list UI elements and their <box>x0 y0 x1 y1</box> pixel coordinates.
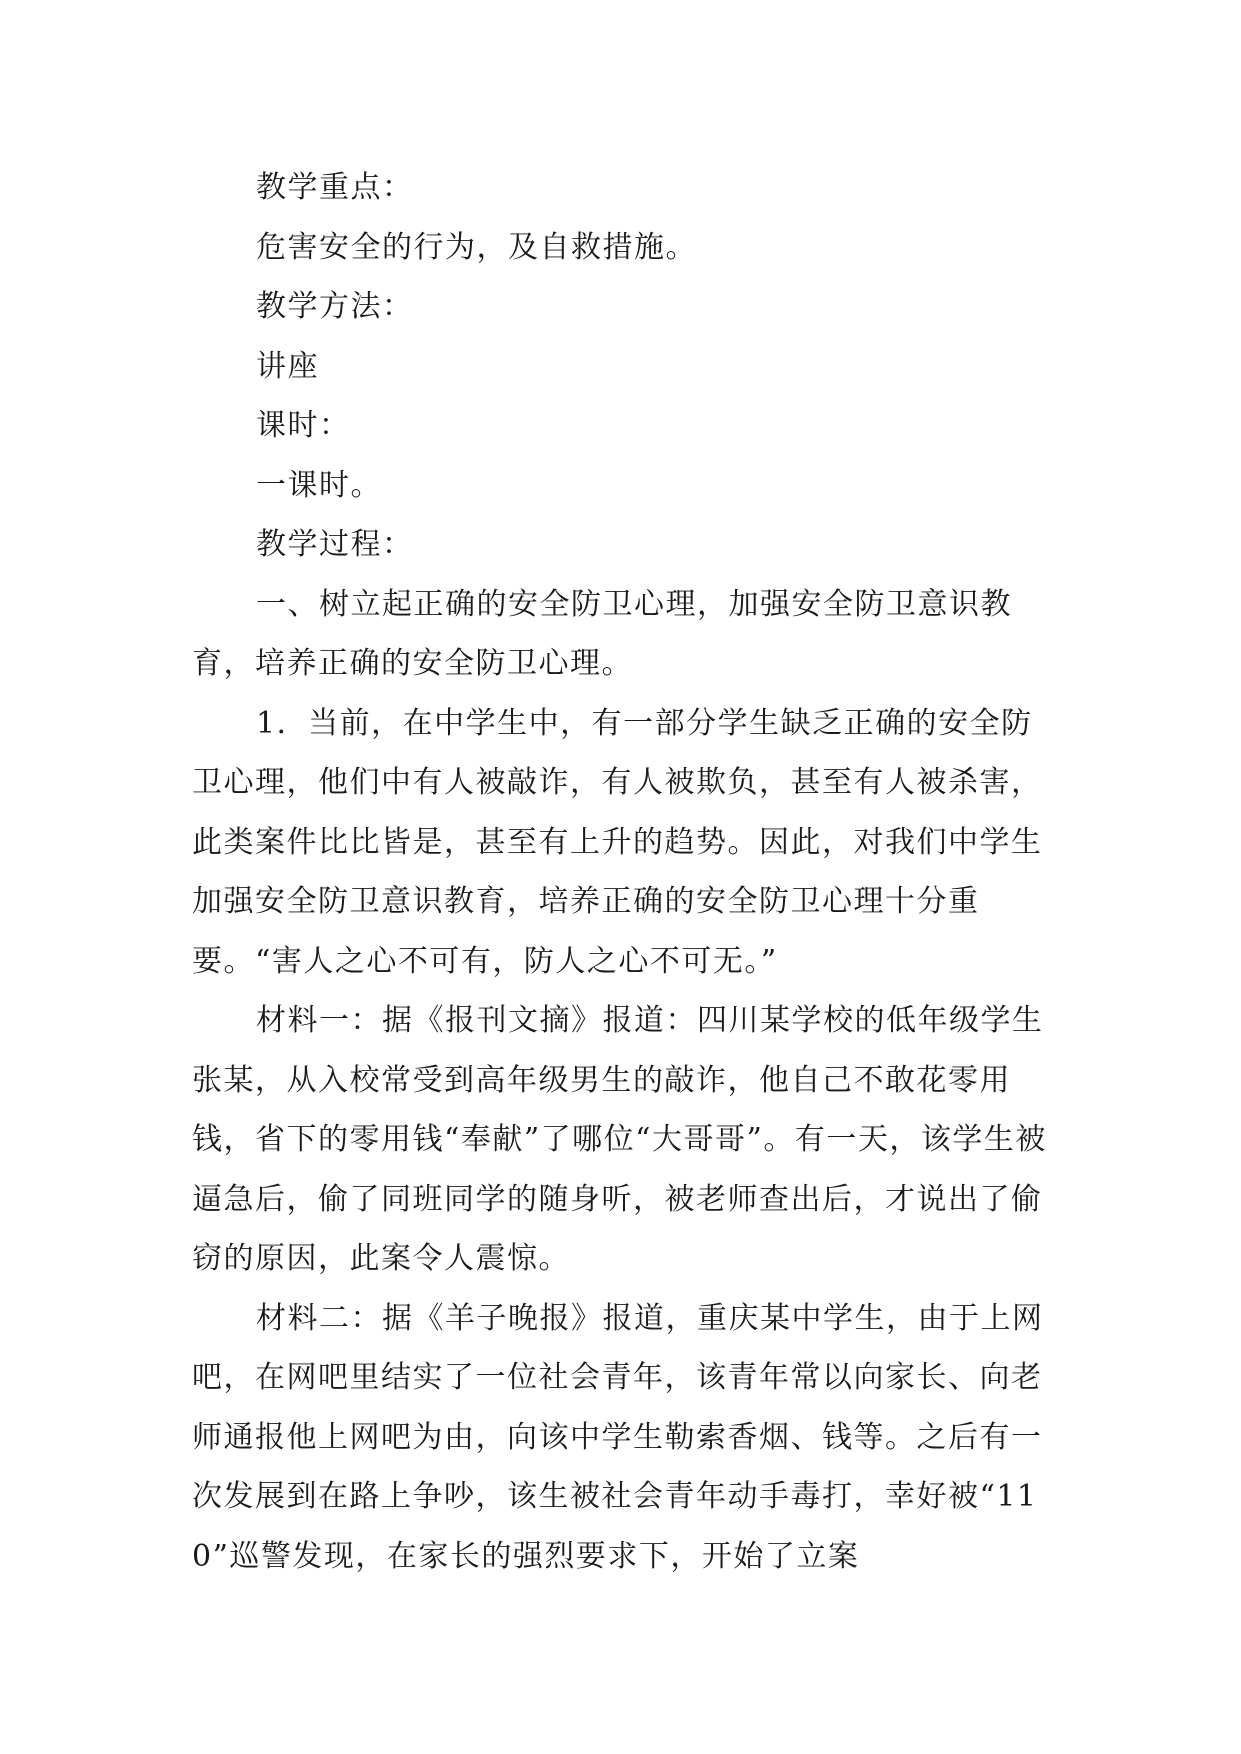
class-hours-text: 一课时。 <box>256 467 382 503</box>
teaching-focus-text: 危害安全的行为，及自救措施。 <box>256 229 697 265</box>
teaching-method-text: 讲座 <box>256 348 319 384</box>
document-page <box>192 158 1052 1586</box>
heading-class-hours: 课时： <box>256 408 351 443</box>
material-two-paragraph: 材料二：据《羊子晚报》报道，重庆某中学生，由于上网吧，在网吧里结实了一位社会青年，该青年常以向家长、向老师通报他上网吧为由，向该中学生勒索香烟、钱等。之后有一次发展到在路上争吵，该生被社会青年动手毒打，幸好被“110”巡警发现，在家长的强烈要求下，开始了立案 <box>192 1300 1044 1574</box>
heading-teaching-method: 教学方法： <box>256 289 414 324</box>
section-one-paragraph: 一、树立起正确的安全防卫心理，加强安全防卫意识教育，培养正确的安全防卫心理。 <box>192 586 1012 681</box>
heading-teaching-focus: 教学重点： <box>256 170 414 205</box>
material-one-paragraph: 材料一：据《报刊文摘》报道：四川某学校的低年级学生张某，从入校常受到高年级男生的敲诈，他自己不敢花零用钱，省下的零用钱“奉献”了哪位“大哥哥”。有一天，该学生被逼急后，偷了同班同学的随身听，被老师查出后，才说出了偷窃的原因，此案令人震惊。 <box>192 1003 1047 1276</box>
heading-teaching-process: 教学过程： <box>256 527 414 562</box>
point-one-paragraph: 1．当前，在中学生中，有一部分学生缺乏正确的安全防卫心理，他们中有人被敲诈，有人被欺负，甚至有人被杀害，此类案件比比皆是，甚至有上升的趋势。因此，对我们中学生加强安全防卫意识教育，培养正确的安全防卫心理十分重要。“害人之心不可有，防人之心不可无。” <box>192 705 1043 979</box>
